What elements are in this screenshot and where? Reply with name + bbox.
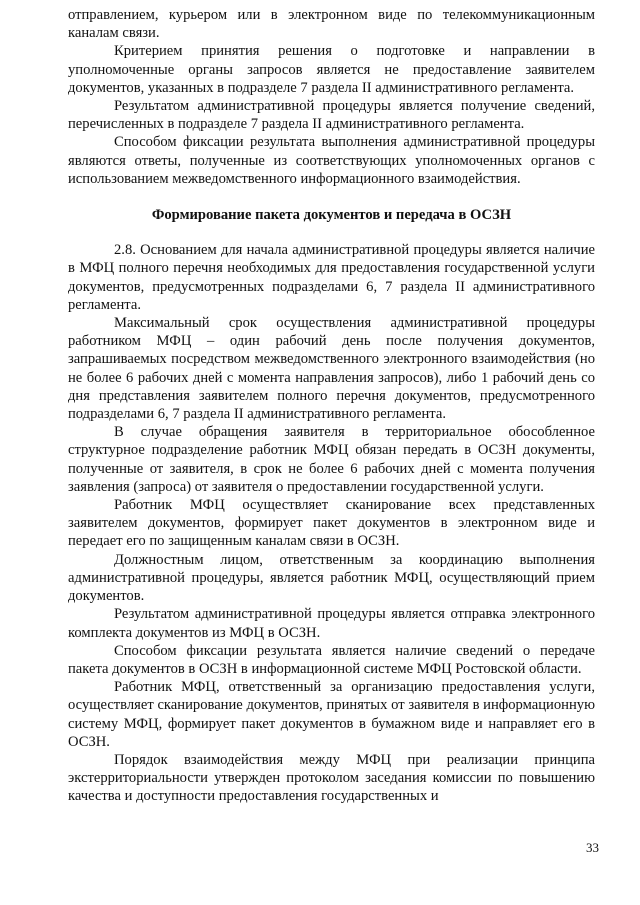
paragraph-scanning: Работник МФЦ осуществляет сканирование всех представленных заявителем документов, формирует пакет документов в электронном виде и передает его по защищенным каналам связи в ОСЗН. bbox=[68, 497, 595, 550]
paragraph-territorial-unit: В случае обращения заявителя в территориальное обособленное структурное подразделение работник МФЦ обязан передать в ОСЗН документы, полученные от заявителя, в срок не более 6 рабочих дней с момента получения заявления (запроса) от заявителя о предоставлении государственной услуги. bbox=[68, 424, 595, 495]
paragraph-result-fixation: Способом фиксации результата является наличие сведений о передаче пакета документов в ОСЗН в информационной системе МФЦ Ростовской области. bbox=[68, 642, 595, 677]
page-number: 33 bbox=[586, 840, 599, 855]
paragraph-responsible-person: Должностным лицом, ответственным за координацию выполнения административной процедуры, является работник МФЦ, осуществляющий прием документов. bbox=[68, 551, 595, 605]
paragraph-max-term: Максимальный срок осуществления административной процедуры работником МФЦ – один рабочий день после получения документов, запрашиваемых посредством межведомственного электронного взаимодействия (но не более 6 рабочих дней с момента направления запросов), либо 1 рабочий день со дня представления заявителем полного перечня документов, предусмотренного подразделами 6, 7 раздела II административного регламента. bbox=[68, 315, 595, 423]
paragraph-continuation: отправлением, курьером или в электронном виде по телекоммуникационным каналам связи. bbox=[68, 7, 595, 42]
paragraph-criterion: Критерием принятия решения о подготовке и направлении в уполномоченные органы запросов является не предоставление заявителем документов, указанных в подразделе 7 раздела II административного регламента. bbox=[68, 43, 595, 96]
document-page bbox=[68, 6, 595, 806]
paragraph-procedure-result: Результатом административной процедуры является отправка электронного комплекта документов из МФЦ в ОСЗН. bbox=[68, 606, 595, 641]
section-heading: Формирование пакета документов и передача в ОСЗН bbox=[151, 207, 512, 224]
paragraph-paper-package: Работник МФЦ, ответственный за организацию предоставления услуги, осуществляет сканирование документов, принятых от заявителя в информационную систему МФЦ, формирует пакет документов в бумажном виде и направляет его в ОСЗН. bbox=[68, 679, 595, 750]
paragraph-basis: 2.8. Основанием для начала административной процедуры является наличие в МФЦ полного перечня необходимых для предоставления государственной услуги документов, предусмотренных подразделами 6, 7 раздела II административного регламента. bbox=[68, 242, 595, 313]
paragraph-result: Результатом административной процедуры является получение сведений, перечисленных в подразделе 7 раздела II административного регламента. bbox=[68, 98, 595, 133]
paragraph-fixation: Способом фиксации результата выполнения административной процедуры являются ответы, полученные из соответствующих уполномоченных органов с использованием межведомственного информационного взаимодействия. bbox=[68, 134, 595, 187]
paragraph-interaction-order: Порядок взаимодействия между МФЦ при реализации принципа экстерриториальности утвержден протоколом заседания комиссии по повышению качества и доступности предоставления государственных и bbox=[68, 751, 595, 805]
